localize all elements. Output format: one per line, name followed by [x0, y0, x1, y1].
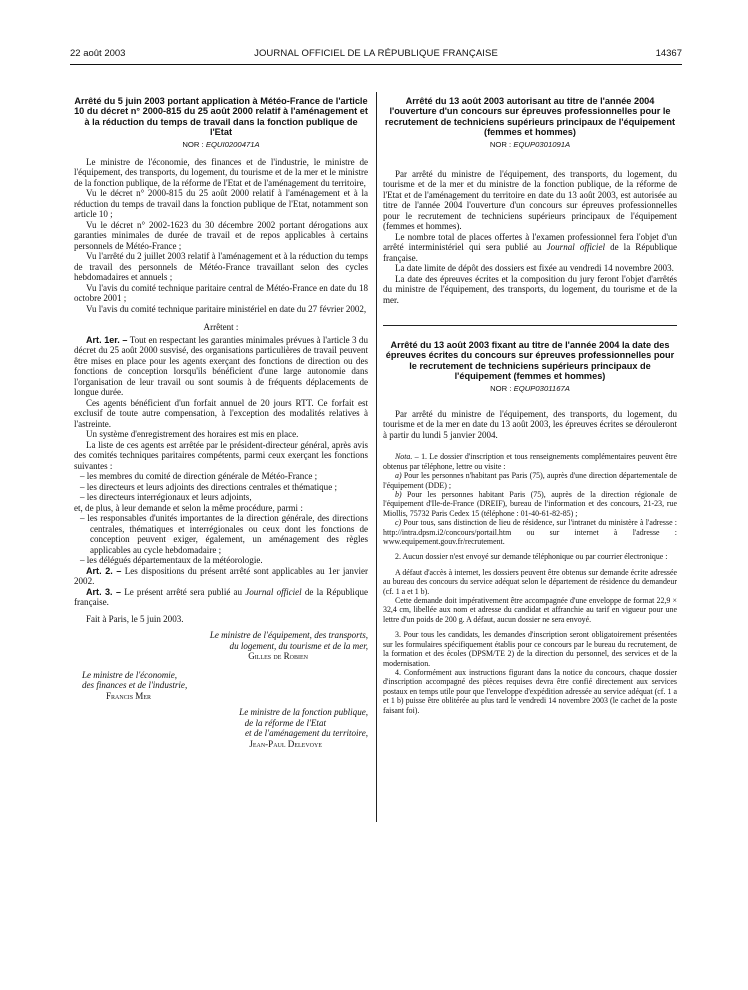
header-page-number: 14367: [655, 48, 682, 59]
decree-title: Arrêté du 13 août 2003 autorisant au titre de l'année 2004 l'ouverture d'un concours sur épreuves professionnelles pour le recrutement de techniciens supérieurs principaux de l'équipement (femmes et hommes): [384, 96, 676, 137]
header-rule: [70, 64, 682, 65]
visa: Vu l'avis du comité technique paritaire ministériel en date du 27 février 2002,: [86, 303, 367, 314]
list-item: – les délégués départementaux de la météorologie.: [80, 555, 263, 566]
nota-block: [383, 452, 677, 715]
visa: Vu le décret n° 2000-815 du 25 août 2000 relatif à l'aménagement et à la réduction du temps de travail dans la fonction publique de l'Etat, notamment son article 10 ;: [74, 188, 368, 220]
header-title: JOURNAL OFFICIEL DE LA RÉPUBLIQUE FRANÇAISE: [254, 48, 498, 59]
nor-code: EQUP0301167A: [513, 384, 570, 394]
paragraph: Un système d'enregistrement des horaires est mis en place.: [86, 429, 299, 440]
paragraph: La date des épreuves écrites et la composition du jury feront l'objet d'arrêtés du ministre de l'équipement, des transports, du logement, du tourisme et de la mer.: [383, 273, 677, 305]
paragraph: La date limite de dépôt des dossiers est fixée au vendredi 14 novembre 2003.: [395, 263, 674, 274]
paragraph: Le nombre total de places offertes à l'examen professionnel fera l'objet d'un arrêté interministériel qui sera publié au Journal officiel de la République française.: [383, 231, 678, 263]
nota-paragraph: Cette demande doit impérativement être accompagnée d'une enveloppe de format 22,9 × 32,4 cm, libellée aux nom et adresse du candidat et affranchie au tarif en vigueur pour une lettre d'un poids de 200 g. A défaut, aucun dossier ne sera envoyé.: [383, 596, 677, 624]
paragraph: et, de plus, à leur demande et selon la même procédure, parmi :: [74, 502, 303, 513]
nota-paragraph: 2. Aucun dossier n'est envoyé sur demande téléphonique ou par courrier électronique :: [395, 552, 668, 562]
nor-reference: NOR : EQUI0200471A: [182, 140, 260, 150]
list-item: – les responsables d'unités importantes de la direction générale, des directions centrales, thématiques et interrégionales ou ceux dont les fonctions de conception peuvent exiger, également, un aménagement des règles applicables au cycle hebdomadaire ;: [80, 513, 368, 555]
paragraph: La liste de ces agents est arrêtée par le président-directeur général, après avis des comités techniques paritaires compétents, parmi ceux exerçant les fonctions suivantes :: [74, 439, 368, 471]
right-column: [383, 96, 677, 715]
paragraph: Ces agents bénéficient d'un forfait annuel de 20 jours RTT. Ce forfait est exclusif de toute autre compensation, à l'exception des modalités relatives à l'astreinte.: [74, 397, 368, 429]
article-3: Art. 3. – Le présent arrêté sera publié au Journal officiel de la République française.: [74, 586, 369, 608]
arretent-heading: Arrêtent :: [203, 322, 239, 333]
list-item: – les directeurs interrégionaux et leurs adjoints,: [80, 492, 252, 503]
visa: Le ministre de l'économie, des finances et de l'industrie, le ministre de l'équipement, des transports, du logement, du tourisme et de la mer et le ministre de la fonction publique, de la réforme de l'Etat et de l'aménagement du territoire,: [74, 156, 368, 188]
signature-block: Le ministre de l'économie, des finances et de l'industrie, Francis Mer: [82, 670, 368, 702]
signature-block: Le ministre de la fonction publique, de la réforme de l'Etat et de l'aménagement du territoire, Jean-Paul Delevoye: [74, 707, 368, 749]
running-header: [70, 48, 682, 62]
nota-paragraph: Nota. – 1. Le dossier d'inscription et tous renseignements complémentaires peuvent être obtenus par téléphone, lettre ou visite :: [383, 452, 677, 471]
nota-label: Nota. –: [395, 452, 419, 462]
fait-a-paris: Fait à Paris, le 5 juin 2003.: [86, 613, 184, 624]
signatory-name: Jean-Paul Delevoye: [249, 738, 322, 749]
nota-paragraph: A défaut d'accès à internet, les dossiers peuvent être obtenus sur demande écrite adressée au bureau des concours du service adéquat selon le département de résidence du demandeur (cf. 1 a et 1 b).: [383, 567, 677, 596]
paragraph: Par arrêté du ministre de l'équipement, des transports, du logement, du tourisme et de la mer en date du 13 août 2003, les épreuves écrites se dérouleront à partir du lundi 5 janvier 2004.: [383, 408, 677, 440]
visa: Vu l'arrêté du 2 juillet 2003 relatif à l'aménagement et à la réduction du temps de travail des personnels de Météo-France travaillant selon des cycles hebdomadaires et annuels ;: [74, 251, 368, 283]
nor-reference: NOR : EQUP0301167A: [490, 384, 570, 394]
article-1: Art. 1er. – Tout en respectant les garanties minimales prévues à l'article 3 du décret du 25 août 2000 susvisé, des organisations particulières de travail peuvent être mises en place pour les agents exerçant des fonctions de direction ou des fonctions de conception lorsqu'ils bénéficient d'une large autonomie dans l'organisation de leur travail ou sont soumis à de fréquents déplacements de longue durée.: [74, 334, 368, 398]
visa: Vu le décret n° 2002-1623 du 30 décembre 2002 portant dérogations aux garanties minimales de durée de travail et de repos applicables à certains personnels de Météo-France ;: [74, 219, 368, 251]
column-divider: [376, 92, 377, 822]
visa: Vu l'avis du comité technique paritaire central de Météo-France en date du 18 octobre 2001 ;: [74, 282, 368, 304]
decree-title: Arrêté du 13 août 2003 fixant au titre de l'année 2004 la date des épreuves écrites du concours sur épreuves professionnelles pour le recrutement de techniciens supérieurs principaux de l'équipement (femmes et hommes): [385, 340, 675, 382]
nor-code: EQUI0200471A: [205, 140, 260, 150]
nota-paragraph: b) Pour les personnes habitant Paris (75), auprès de la direction régionale de l'équipement d'Ile-de-France (DREIF), bureau de l'information et des concours, 21-23, rue Miollis, 75732 Paris Cedex 15 (téléphone : 01-40-61-82-85) ;: [383, 490, 677, 518]
header-date: 22 août 2003: [70, 48, 126, 59]
signature-block: Le ministre de l'équipement, des transports, du logement, du tourisme et de la mer, Gilles de Robien: [74, 630, 368, 662]
nota-paragraph: a) Pour les personnes n'habitant pas Paris (75), auprès d'une direction départementale de l'équipement (DDE) ;: [383, 471, 677, 490]
nota-paragraph: 3. Pour tous les candidats, les demandes d'inscription seront obligatoirement présentées sur les formulaires spécifiquement établis pour ce concours par le bureau du recrutement, de la formation et des écoles (DPSM/TE 2) de la direction du personnel, des services et de la modernisation.: [383, 630, 677, 668]
list-item: – les membres du comité de direction générale de Météo-France ;: [80, 471, 318, 482]
article-label: Art. 2. –: [86, 565, 122, 576]
signatory-name: Francis Mer: [106, 690, 152, 701]
signatory-name: Gilles de Robien: [248, 651, 308, 662]
nor-code: EQUP0301091A: [513, 140, 571, 150]
left-column: [74, 96, 368, 749]
article-label: Art. 1er. –: [86, 334, 128, 345]
article-label: Art. 3. –: [86, 586, 122, 597]
nor-reference: NOR : EQUP0301091A: [489, 140, 571, 150]
section-divider: [383, 325, 677, 326]
paragraph: Par arrêté du ministre de l'équipement, des transports, du logement, du tourisme et de la mer et du ministre de la fonction publique, de la réforme de l'Etat et de l'aménagement du territoire en date du 13 août 2003, est autorisée au titre de l'année 2004 l'ouverture d'un concours sur épreuves professionnelles pour le recrutement de techniciens supérieurs principaux de l'équipement (femmes et hommes).: [383, 168, 677, 232]
nota-paragraph: 4. Conformément aux instructions figurant dans la notice du concours, chaque dossier d'inscription accompagné des pièces requises devra être confié directement aux services postaux en temps utile pour que l'enveloppe d'expédition adressée au service adéquat (cf. 1 a et 1 b) puisse être oblitérée au plus tard le vendredi 14 novembre 2003 (le cachet de la poste faisant foi).: [383, 667, 677, 715]
nota-paragraph: c) Pour tous, sans distinction de lieu de résidence, sur l'intranet du ministère à l'adresse : http://intra.dpsm.i2/concours/portail.htm ou sur internet à l'adresse : www.equipement.gouv.fr/recrutement.: [383, 518, 677, 547]
decree-title: Arrêté du 5 juin 2003 portant application à Météo-France de l'article 10 du décret n° 2000-815 du 25 août 2000 relatif à l'aménagement et à la réduction du temps de travail dans la fonction publique de l'Etat: [74, 96, 368, 137]
article-2: Art. 2. – Les dispositions du présent arrêté sont applicables au 1er janvier 2002.: [74, 565, 369, 587]
list-item: – les directeurs et leurs adjoints des directions centrales et thématique ;: [80, 481, 337, 492]
